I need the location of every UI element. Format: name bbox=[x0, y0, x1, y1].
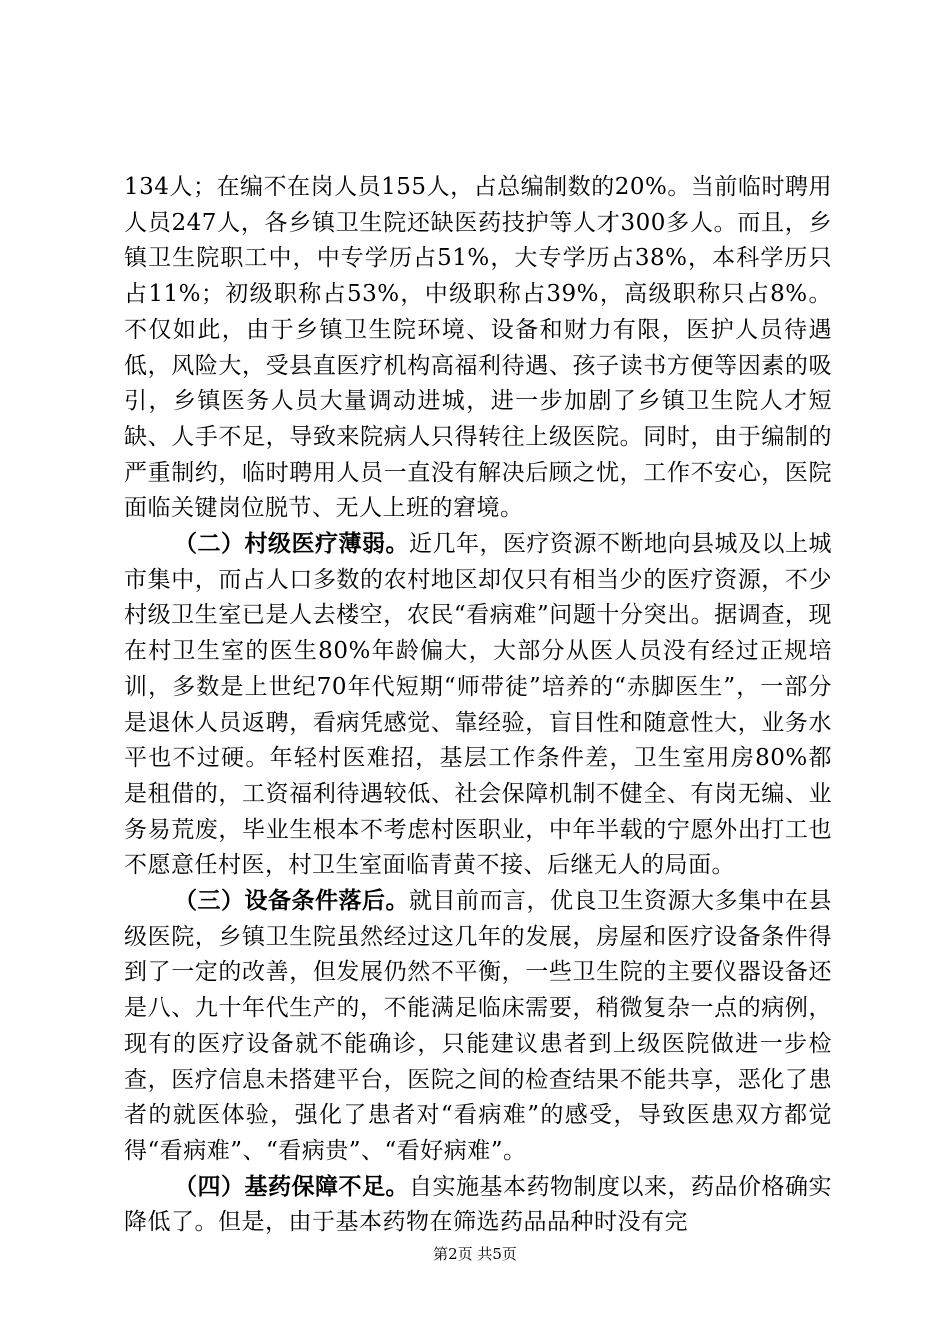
section-heading: （二）村级医疗薄弱。 bbox=[174, 531, 409, 558]
paragraph-staffing bbox=[124, 170, 832, 527]
paragraph-essential-drugs bbox=[124, 1170, 832, 1241]
page-footer: 第2页 共5页 bbox=[433, 1245, 517, 1263]
paragraph-equipment bbox=[124, 884, 832, 1170]
section-heading: （三）设备条件落后。 bbox=[174, 888, 409, 915]
paragraph-text: 近几年，医疗资源不断地向县城及以上城市集中，而占人口多数的农村地区却仅只有相当少的医疗资源，不少村级卫生室已是人去楼空，农民“看病难”问题十分突出。据调查，现在村卫生室的医生80%年龄偏大，大部分从医人员没有经过正规培训，多数是上世纪70年代短期“师带徒”培养的“赤脚医生”，一部分是退休人员返聘，看病凭感觉、靠经验，盲目性和随意性大，业务水平也不过硬。年轻村医难招，基层工作条件差，卫生室用房80%都是租借的，工资福利待遇较低、社会保障机制不健全、有岗无编、业务易荒废，毕业生根本不考虑村医职业，中年半载的宁愿外出打工也不愿意任村医，村卫生室面临青黄不接、后继无人的局面。 bbox=[124, 531, 832, 879]
document-body bbox=[124, 170, 832, 1241]
paragraph-text: 自实施基本药物制度以来，药品价格确实降低了。但是，由于基本药物在筛选药品品种时没有完 bbox=[124, 1173, 832, 1236]
paragraph-village-medical bbox=[124, 527, 832, 884]
paragraph-text: 就目前而言，优良卫生资源大多集中在县级医院，乡镇卫生院虽然经过这几年的发展，房屋和医疗设备条件得到了一定的改善，但发展仍然不平衡，一些卫生院的主要仪器设备还是八、九十年代生产的，不能满足临床需要，稍微复杂一点的病例，现有的医疗设备就不能确诊，只能建议患者到上级医院做进一步检查，医疗信息未搭建平台，医院之间的检查结果不能共享，恶化了患者的就医体验，强化了患者对“看病难”的感受，导致医患双方都觉得“看病难”、“看病贵”、“看好病难”。 bbox=[124, 888, 832, 1164]
section-heading: （四）基药保障不足。 bbox=[174, 1173, 409, 1200]
paragraph-text: 134人；在编不在岗人员155人，占总编制数的20%。当前临时聘用人员247人，各乡镇卫生院还缺医药技护等人才300多人。而且，乡镇卫生院职工中，中专学历占51%，大专学历占38%，本科学历只占11%；初级职称占53%，中级职称占39%，高级职称只占8%。不仅如此，由于乡镇卫生院环境、设备和财力有限，医护人员待遇低，风险大，受县直医疗机构高福利待遇、孩子读书方便等因素的吸引，乡镇医务人员大量调动进城，进一步加剧了乡镇卫生院人才短缺、人手不足，导致来院病人只得转往上级医院。同时，由于编制的严重制约，临时聘用人员一直没有解决后顾之忧，工作不安心，医院面临关键岗位脱节、无人上班的窘境。 bbox=[124, 174, 832, 522]
